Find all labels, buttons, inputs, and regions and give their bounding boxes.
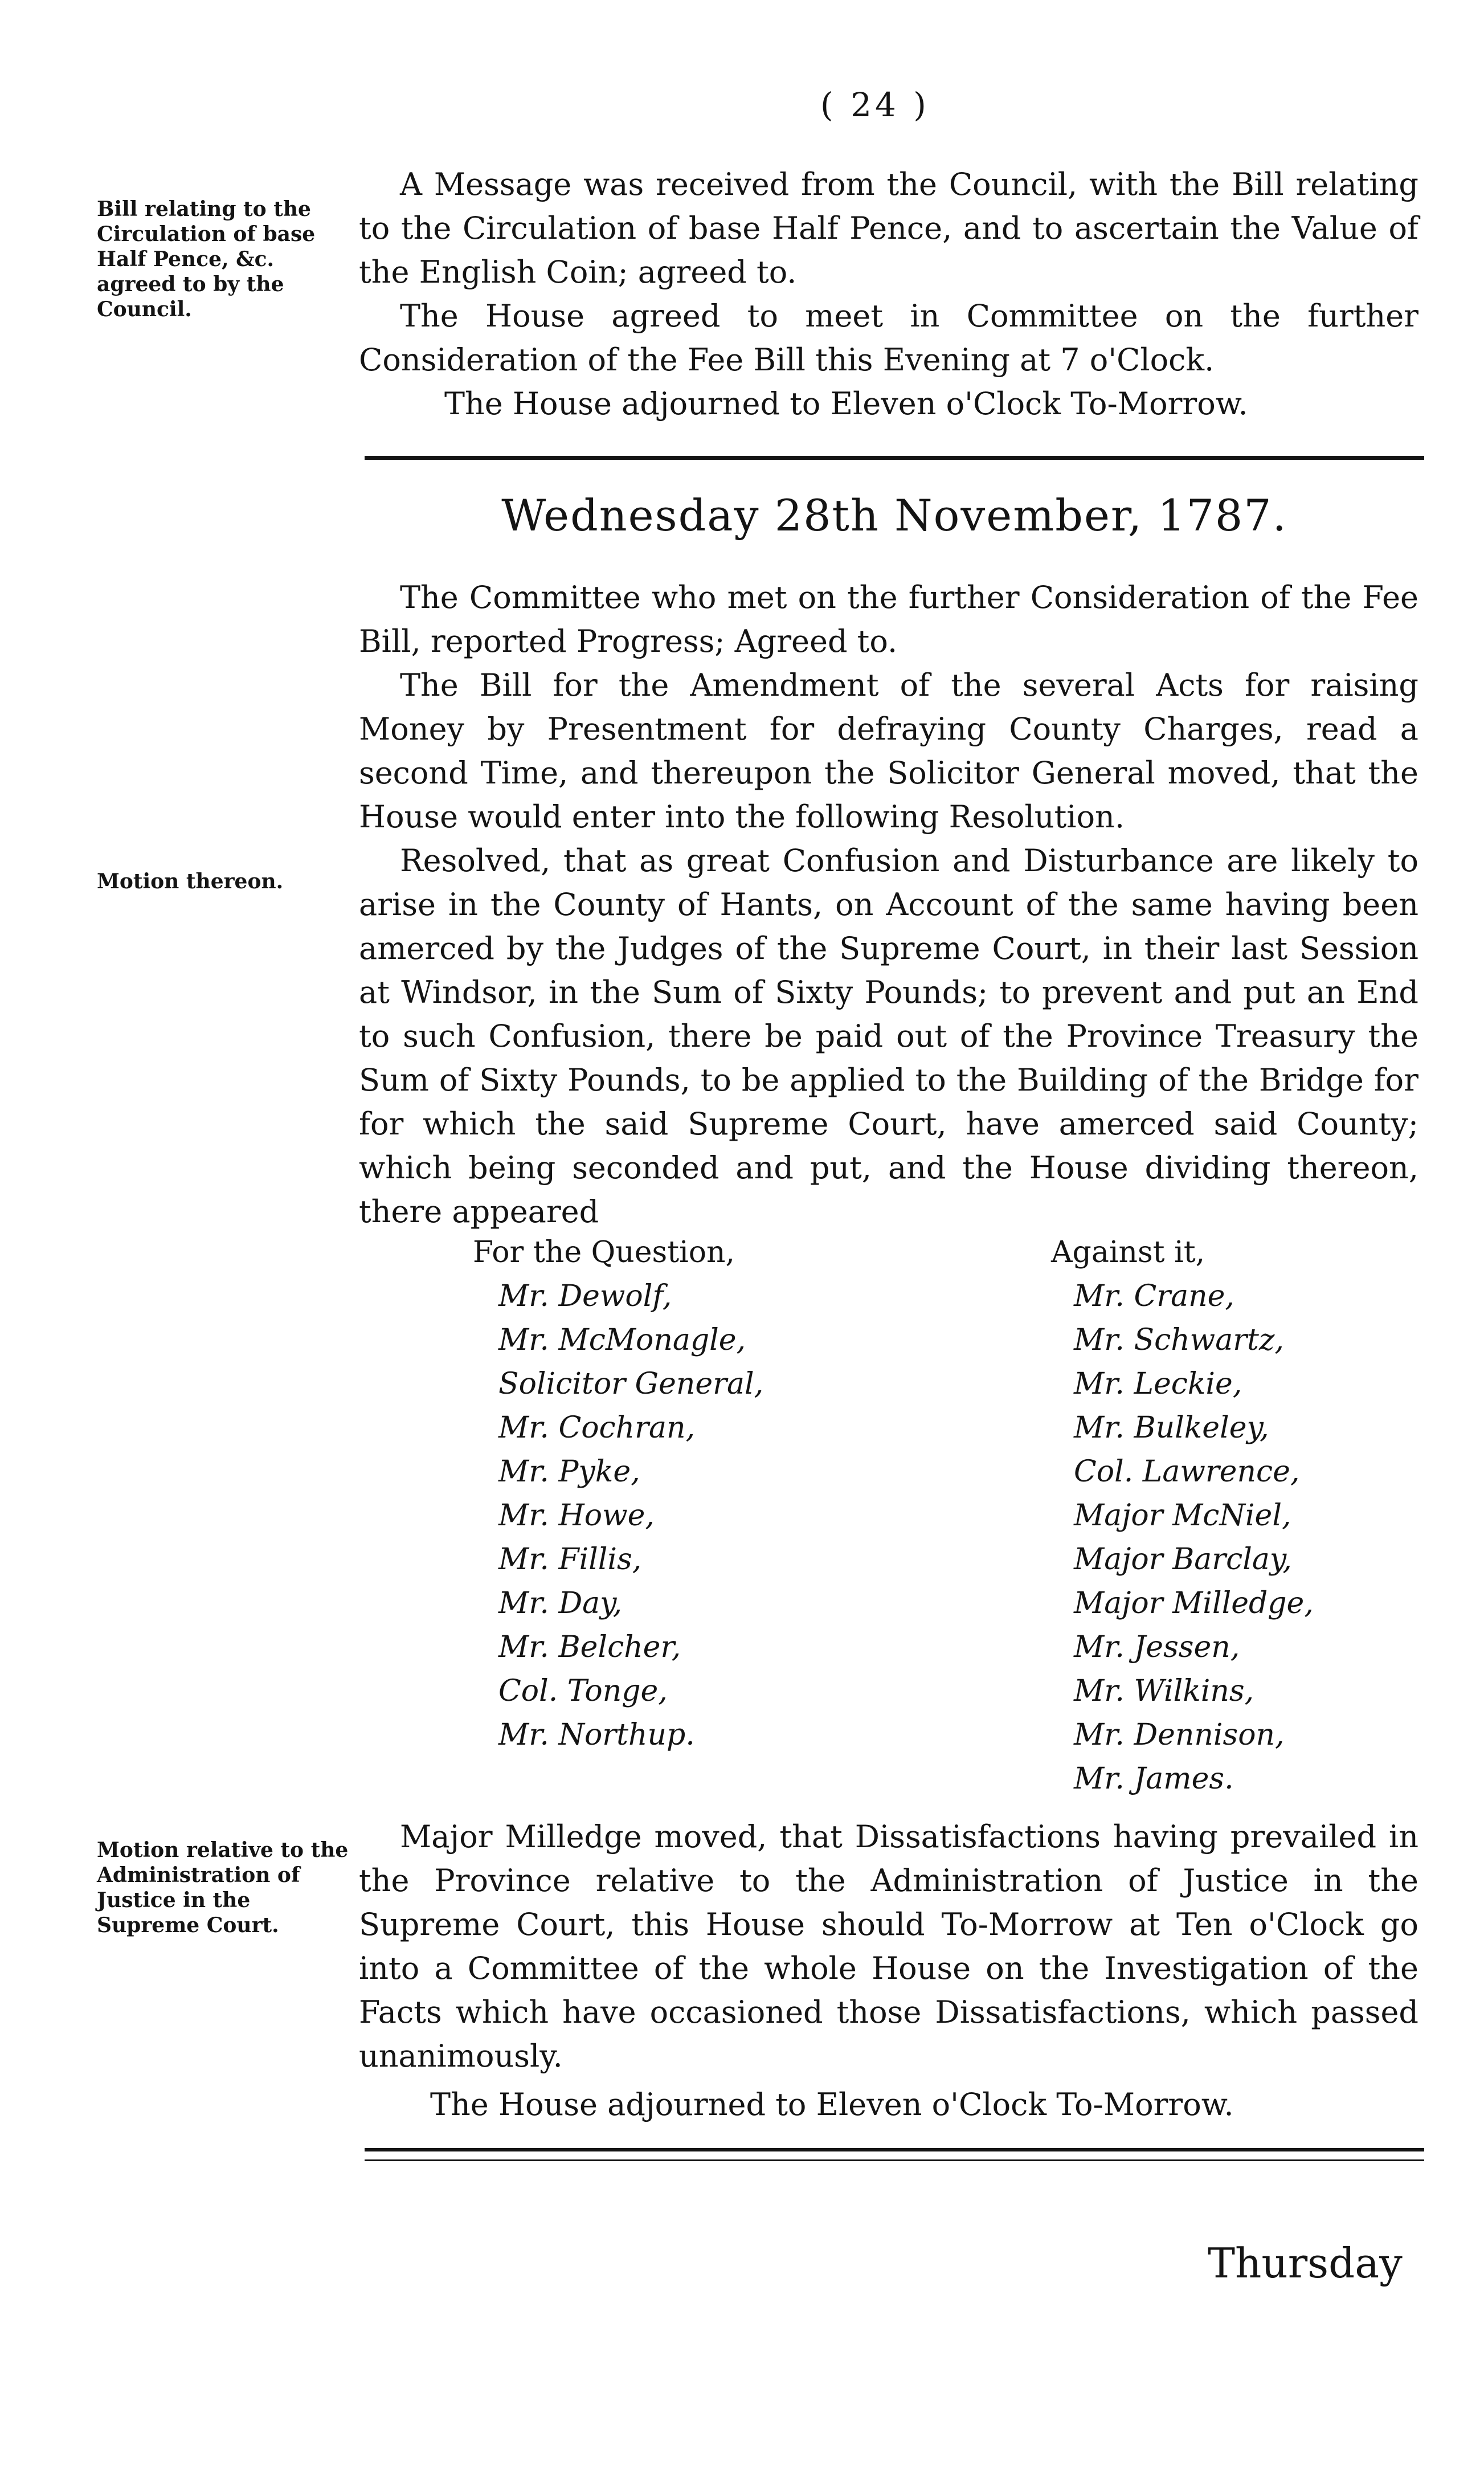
vote-against-name: Mr. Dennison,	[1074, 1718, 1285, 1752]
vote-for-name: Mr. Day,	[498, 1586, 623, 1620]
vote-against-name: Mr. Bulkeley,	[1074, 1411, 1269, 1445]
vote-for-name: Mr. Howe,	[498, 1499, 655, 1533]
vote-against-name: Mr. Jessen,	[1074, 1630, 1240, 1664]
margin-note-motion-justice: Motion relative to the Administration of Justice in the Supreme Court.	[97, 1838, 349, 1937]
body-section	[359, 575, 1418, 1234]
vote-for-name: Col. Tonge,	[498, 1674, 668, 1708]
vote-for-name: Mr. Fillis,	[498, 1542, 642, 1577]
paragraph-adjourned-2: The House adjourned to Eleven o'Clock To-Morrow.	[430, 2087, 1234, 2122]
vote-against-heading: Against it,	[1051, 1235, 1205, 1269]
date-heading: Wednesday 28th November, 1787.	[501, 490, 1287, 541]
paragraph-resolution: Resolved, that as great Confusion and Disturbance are likely to arise in the County of Hants, on Account of the same having been amerced by the Judges of the Supreme Court, in their last Session at Windsor, in the Sum of Sixty Pounds; to prevent and put an End to such Confusion, there be paid out of the Province Treasury the Sum of Sixty Pounds, to be applied to the Building of the Bridge for for which the said Supreme Court, have amerced said County; which being seconded and put, and the House dividing thereon, there appeared	[359, 843, 1418, 1230]
vote-for-name: Mr. Northup.	[498, 1718, 695, 1752]
vote-against-name: Mr. James.	[1074, 1762, 1234, 1796]
vote-for-name: Mr. Cochran,	[498, 1411, 696, 1445]
vote-against-name: Mr. Schwartz,	[1074, 1323, 1284, 1357]
section-divider-top	[365, 456, 1424, 460]
paragraph-adjourned-1: The House adjourned to Eleven o'Clock To-Morrow.	[444, 386, 1248, 422]
vote-against-name: Mr. Wilkins,	[1074, 1674, 1254, 1708]
vote-against-name: Major Barclay,	[1074, 1542, 1292, 1577]
margin-note-motion-thereon: Motion thereon.	[97, 869, 284, 893]
vote-for-name: Mr. Dewolf,	[498, 1279, 672, 1313]
vote-against-name: Major McNiel,	[1074, 1499, 1291, 1533]
vote-against-column	[1051, 1231, 1438, 1801]
paragraph-milledge-motion: Major Milledge moved, that Dissatisfactions having prevailed in the Province relative to the Administration of Justice in the Supreme Court, this House should To-Morrow at Ten o'Clock go into a Committee of the whole House on the Investigation of the Facts which have occasioned those Dissatisfactions, which passed unanimously.	[359, 1819, 1418, 2074]
page-number: ( 24 )	[820, 85, 930, 124]
vote-for-name: Mr. McMonagle,	[498, 1323, 746, 1357]
vote-for-name: Mr. Belcher,	[498, 1630, 681, 1664]
vote-for-name: Mr. Pyke,	[498, 1455, 640, 1489]
paragraph-committee-report: The Committee who met on the further Consideration of the Fee Bill, reported Progress; Agreed to.	[359, 579, 1418, 659]
vote-against-name: Mr. Crane,	[1074, 1279, 1234, 1313]
section-divider-bottom-2	[365, 2159, 1424, 2161]
paragraph-fee-bill-committee: The House agreed to meet in Committee on the further Consideration of the Fee Bill this Evening at 7 o'Clock.	[359, 298, 1418, 378]
paragraph-council-message: A Message was received from the Council, with the Bill relating to the Circulation of base Half Pence, and to ascertain the Value of the English Coin; agreed to.	[359, 166, 1418, 290]
vote-against-name: Mr. Leckie,	[1074, 1367, 1242, 1401]
vote-against-name: Col. Lawrence,	[1074, 1455, 1300, 1489]
catchword: Thursday	[1208, 2239, 1403, 2287]
section-divider-bottom-1	[365, 2148, 1424, 2151]
top-section	[359, 162, 1418, 426]
vote-for-heading: For the Question,	[473, 1235, 735, 1269]
margin-note-bill-half-pence: Bill relating to the Circulation of base Half Pence, &c. agreed to by the Council.	[97, 197, 316, 321]
vote-against-name: Major Milledge,	[1074, 1586, 1314, 1620]
vote-for-column	[473, 1231, 986, 1757]
closing-section	[359, 1815, 1418, 2126]
vote-for-name: Solicitor General,	[498, 1367, 764, 1401]
paragraph-bill-second-reading: The Bill for the Amendment of the several Acts for raising Money by Presentment for defraying County Charges, read a second Time, and thereupon the Solicitor General moved, that the House would enter into the following Resolution.	[359, 667, 1418, 835]
